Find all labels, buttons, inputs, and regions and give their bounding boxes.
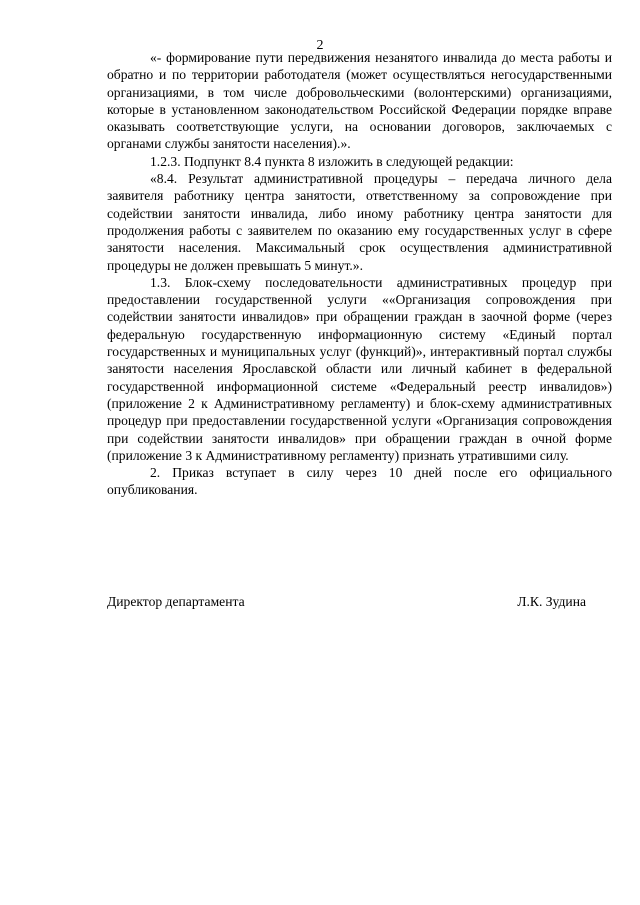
page-number: 2 — [316, 38, 324, 53]
signatory-name: Л.К. Зудина — [517, 594, 586, 609]
document-body — [107, 49, 612, 499]
signatory-title: Директор департамента — [107, 594, 245, 609]
paragraph-volunteer-clause: «- формирование пути передвижения незанятого инвалида до места работы и обратно и по территории работодателя (может осуществляться негосударственными организациями, в том числе добровольческими (волонтерскими) организациями, которые в установленном законодательством Российской Федерации порядке вправе оказывать соответствующие услуги, на основании договоров, заключаемых с органами службы занятости населения).». — [107, 50, 612, 152]
paragraph-8-4: «8.4. Результат административной процедуры – передача личного дела заявителя работнику центра занятости, ответственному за сопровождение при содействии занятости инвалида, либо иному работнику центра занятости для продолжения работы с заявителем по оказанию ему государственных услуг в сфере занятости населения. Максимальный срок осуществления административной процедуры не должен превышать 5 минут.». — [107, 171, 612, 273]
paragraph-1-3: 1.3. Блок-схему последовательности административных процедур при предоставлении государственной услуги ««Организация сопровождения при содействии занятости инвалидов» при обращении граждан в заочной форме (через федеральную государственную информационную систему «Единый портал государственных и муниципальных услуг (функций)», интерактивный портал службы занятости населения Ярославской области или личный кабинет в федеральной государственной информационной системе «Федеральный реестр инвалидов») (приложение 2 к Административному регламенту) и блок-схему административных процедур при предоставлении государственной услуги «Организация сопровождения при содействии занятости инвалидов» при обращении граждан в очной форме (приложение 3 к Административному регламенту) признать утратившими силу. — [107, 274, 612, 463]
paragraph-2: 2. Приказ вступает в силу через 10 дней после его официального опубликования. — [107, 465, 612, 498]
paragraph-1-2-3: 1.2.3. Подпункт 8.4 пункта 8 изложить в следующей редакции: — [150, 153, 514, 169]
